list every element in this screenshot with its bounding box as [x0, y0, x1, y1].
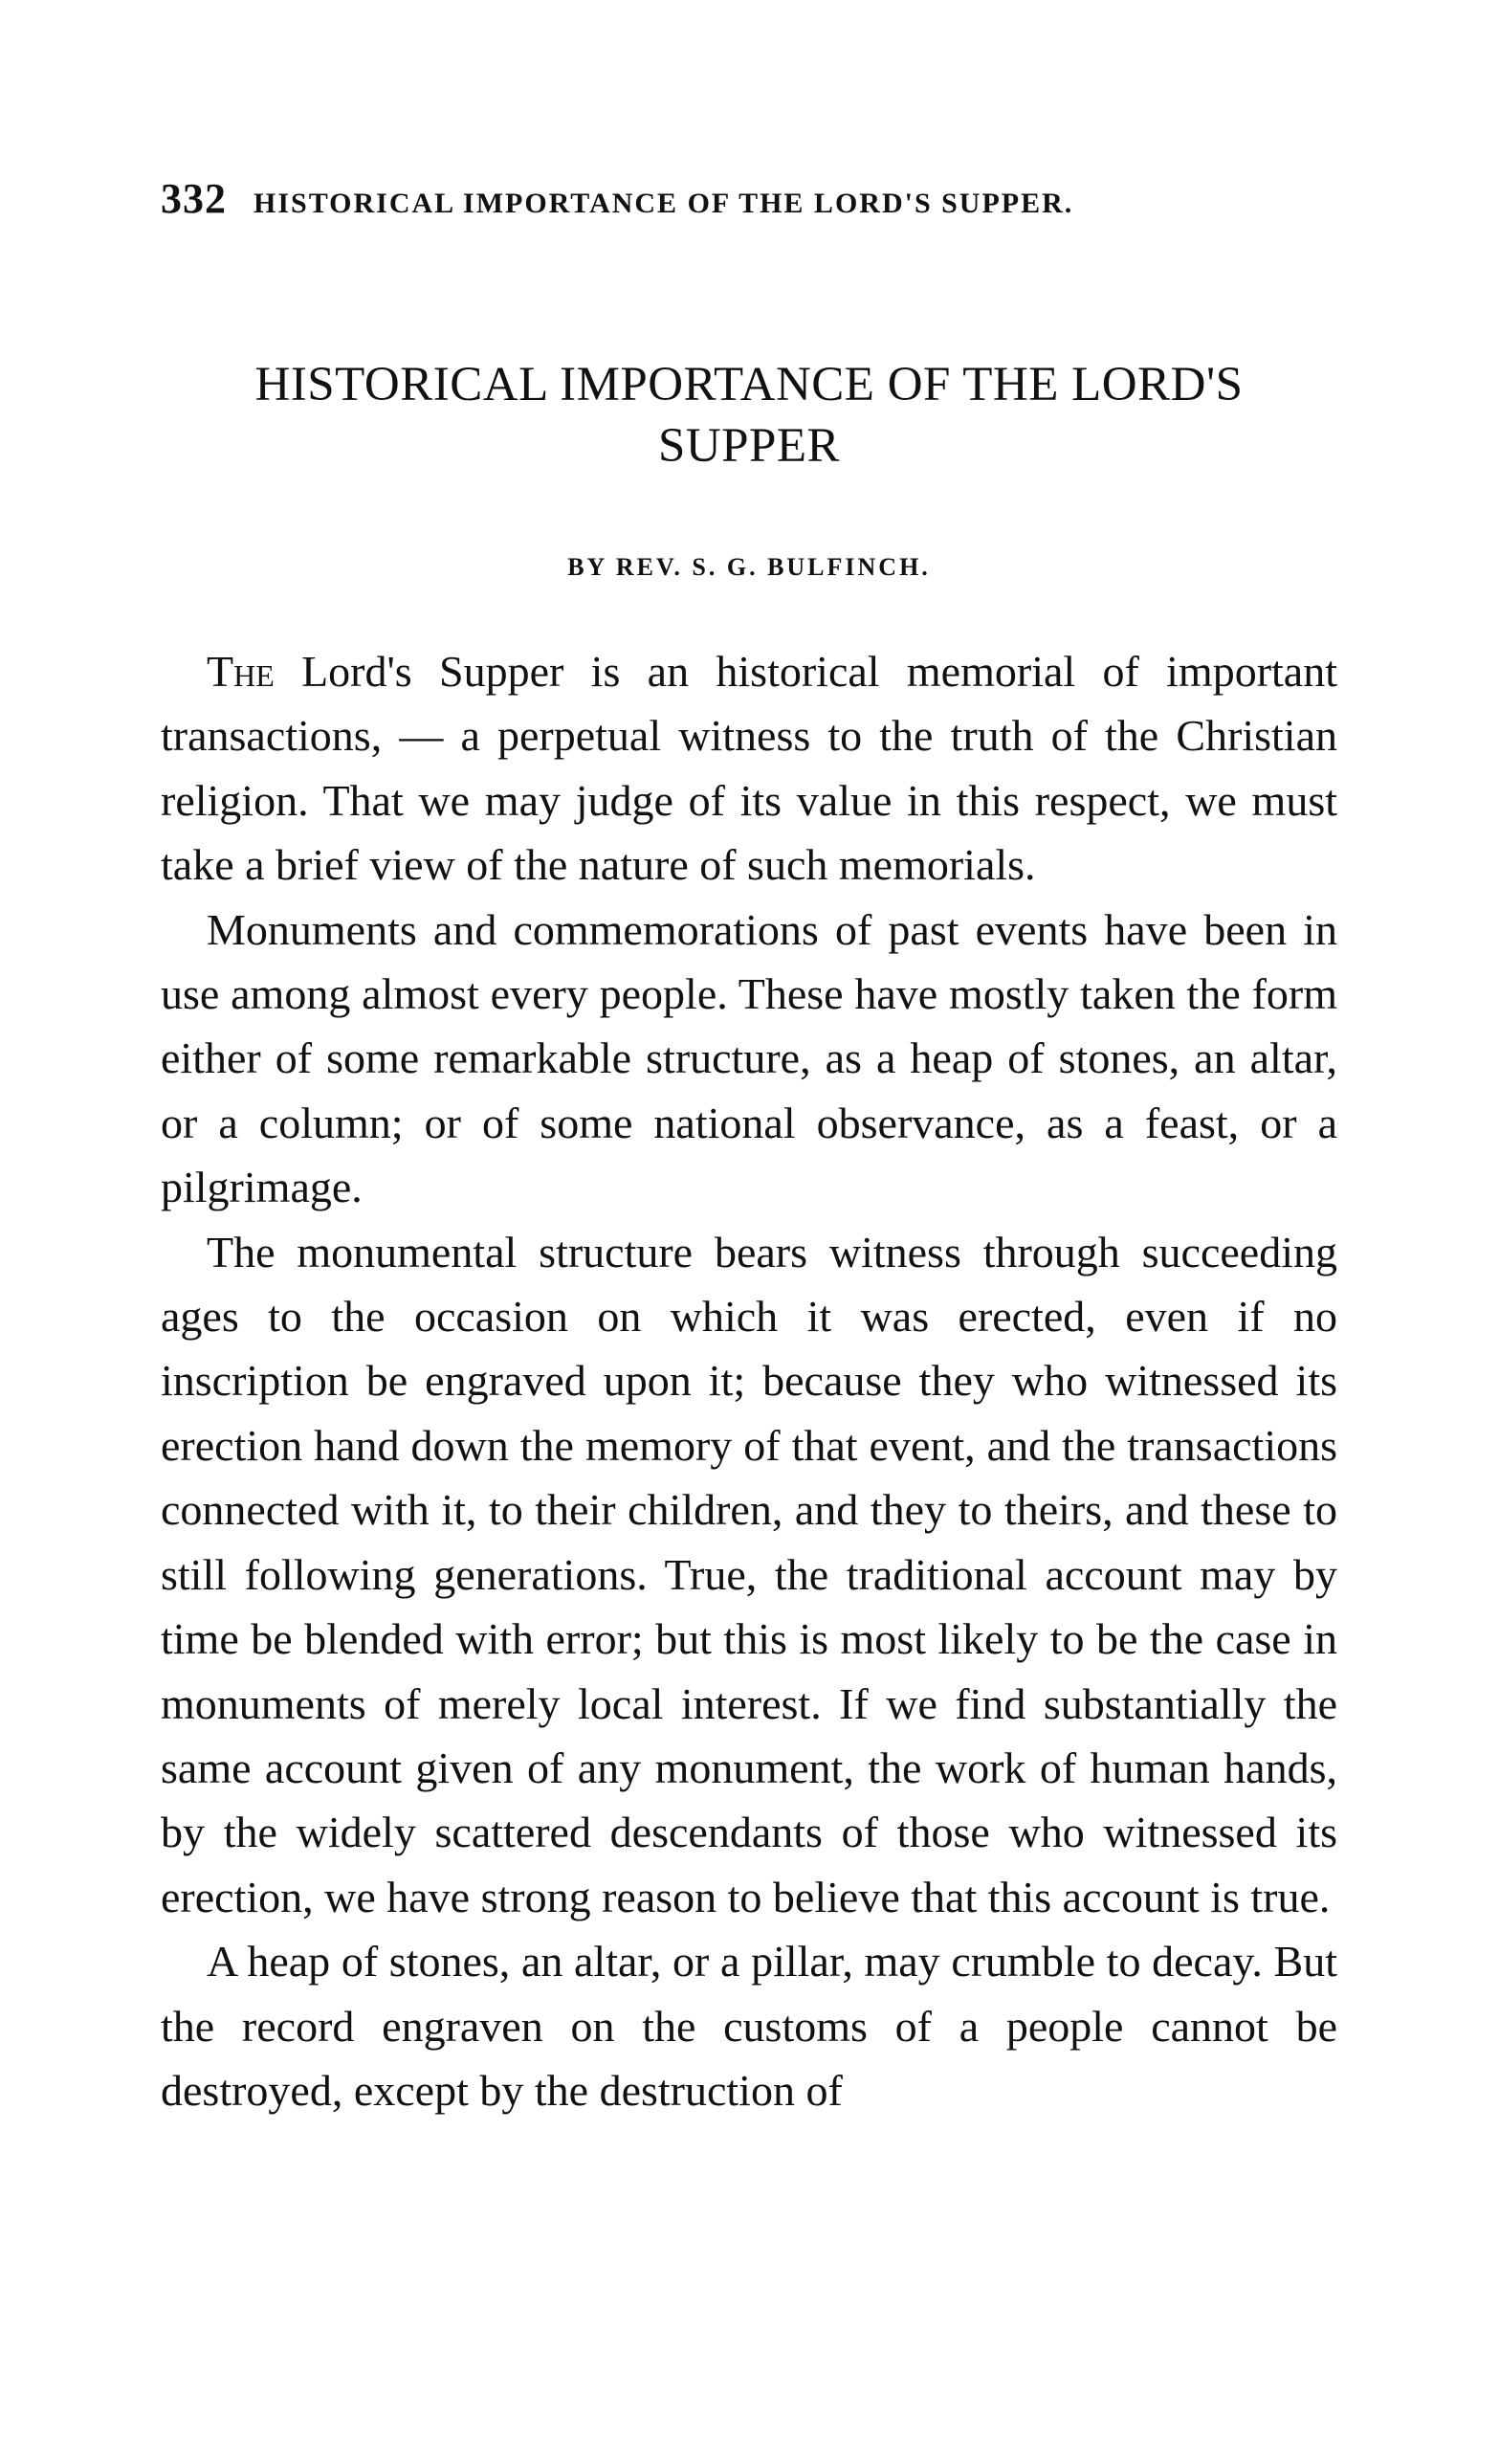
- paragraph-text: Monuments and commemorations of past events have been in use among almost every people. These have mostly taken the form either of some remarkable structure, as a heap of stones, an altar, or a column; or of some national observance, as a feast, or a pilgrimage.: [161, 904, 1337, 1212]
- paragraph-4: [161, 1929, 1337, 2122]
- article-title: [161, 354, 1337, 477]
- paragraph-text: A heap of stones, an altar, or a pillar, may crumble to decay. But the record engraven on the customs of a people cannot be destroyed, except by the destruction of: [161, 1937, 1337, 2115]
- paragraph-2: [161, 898, 1337, 1220]
- page-number: 332: [161, 175, 227, 222]
- article-title-line-2: SUPPER: [657, 419, 841, 473]
- paragraph-lead-word: The: [207, 647, 275, 696]
- paragraph-text: The monumental structure bears witness through succeeding ages to the occasion on which it was erected, even if no inscription be engraved upon it; because they who witnessed its erection hand down the memory of that event, and the transactions connected with it, to their children, and they to theirs, and these to still following generations. True, the traditional account may by time be blended with error; but this is most likely to be the case in monuments of merely local interest. If we find substantially the same account given of any monument, the work of human hands, by the widely scattered descendants of those who witnessed its erection, we have strong reason to believe that this account is true.: [161, 1227, 1337, 1921]
- article-title-line-1: HISTORICAL IMPORTANCE OF THE LORD'S: [254, 358, 1244, 411]
- author-byline: BY REV. S. G. BULFINCH.: [567, 553, 931, 581]
- paragraph-1: [161, 639, 1337, 898]
- running-title: HISTORICAL IMPORTANCE OF THE LORD'S SUPPER.: [254, 188, 1074, 219]
- paragraph-3: [161, 1220, 1337, 1929]
- article-body: [161, 639, 1337, 2122]
- paragraph-text: Lord's Supper is an historical memorial of important transactions, — a perpetual witness to the truth of the Christian religion. That we may judge of its value in this respect, we must take a brief view of the nature of such memorials.: [161, 647, 1337, 890]
- running-header: [161, 174, 1337, 223]
